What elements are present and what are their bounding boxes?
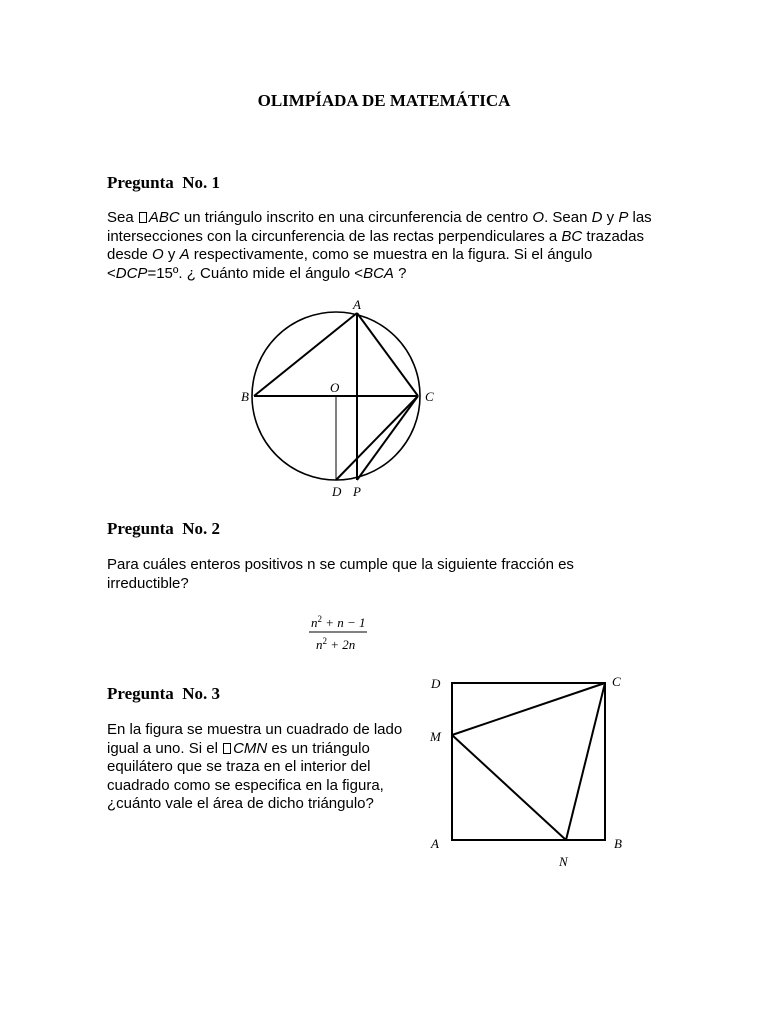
triangle-symbol-box — [139, 212, 147, 223]
q1-figure-circle — [230, 292, 440, 504]
q3-line-2: igual a uno. Si el CMN es un triángulo — [107, 739, 370, 757]
q3-line-1: En la figura se muestra un cuadrado de lado — [107, 721, 403, 738]
denominator: $n^2 + 2n$ — [316, 636, 356, 652]
segment-nc — [566, 683, 605, 840]
triangle-symbol-box — [223, 743, 231, 754]
label-b: B — [241, 389, 249, 404]
q3-line-5: ¿cuánto vale el área de dicho triángulo? — [107, 795, 374, 812]
label-a: A — [353, 297, 361, 312]
q3-line-3: equilátero que se traza en el interior del — [107, 758, 371, 775]
label-o: O — [330, 380, 340, 395]
q1-heading: Pregunta No. 1 — [107, 173, 221, 192]
page-title: OLIMPÍADA DE MATEMÁTICA — [257, 91, 511, 110]
label-c: C — [425, 389, 434, 404]
q1-line-1: Sea ABC un triángulo inscrito en una circunferencia de centro O. Sean D y P las — [107, 209, 652, 226]
segment-dc — [336, 396, 418, 480]
segment-ba — [254, 313, 357, 396]
segment-mc — [452, 683, 605, 735]
label-n: N — [559, 854, 568, 869]
numerator: $n^2 + n - 1$ — [311, 614, 366, 630]
q2-statement — [107, 556, 574, 593]
label-b: B — [614, 836, 622, 851]
q2-line-2: irreductible? — [107, 574, 189, 592]
q3-statement — [107, 721, 402, 814]
q1-line-4: <DCP=15º. ¿ Cuánto mide el ángulo <BCA ? — [107, 264, 407, 282]
label-c: C — [612, 674, 621, 689]
label-d: D — [332, 484, 342, 499]
q3-figure-square — [425, 670, 630, 870]
label-m: M — [430, 729, 441, 744]
segment-mn — [452, 735, 566, 840]
q2-fraction — [300, 610, 380, 656]
q1-line-2: intersecciones con la circunferencia de las rectas perpendiculares a BC trazadas — [107, 227, 644, 245]
label-p: P — [353, 484, 361, 499]
q1-line-3: desde O y A respectivamente, como se muestra en la figura. Si el ángulo — [107, 246, 593, 263]
q2-heading: Pregunta No. 2 — [107, 519, 221, 538]
label-d: D — [431, 676, 441, 691]
square-abcd — [452, 683, 605, 840]
q3-heading: Pregunta No. 3 — [107, 684, 221, 703]
q3-line-4: cuadrado como se especifica en la figura, — [107, 776, 384, 794]
q2-line-1: Para cuáles enteros positivos n se cumple que la siguiente fracción es — [107, 556, 574, 573]
label-a: A — [431, 836, 439, 851]
q1-statement — [107, 209, 652, 283]
